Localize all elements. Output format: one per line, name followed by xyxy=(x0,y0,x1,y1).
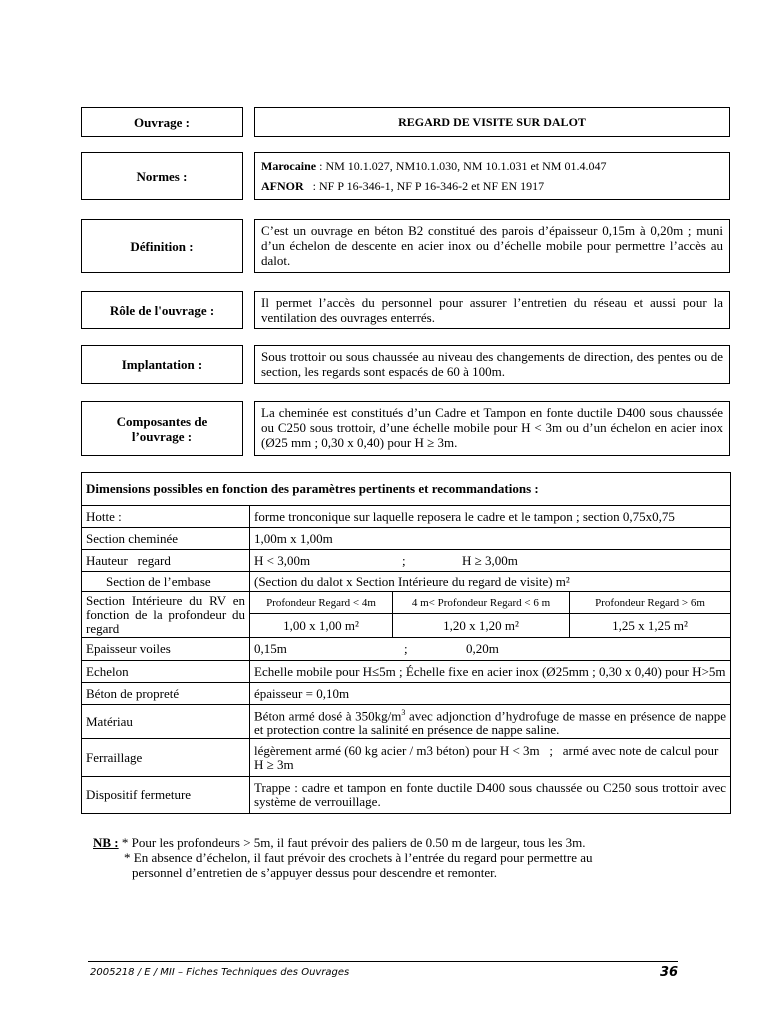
col2-val: 1,20 x 1,20 m² xyxy=(393,614,570,638)
implantation-text: Sous trottoir ou sous chaussée au niveau des changements de direction, des pentes ou de section, les regards sont espacés de 60 à 100m. xyxy=(254,345,730,384)
normes-content xyxy=(254,152,730,200)
ouvrage-label: Ouvrage : xyxy=(81,107,243,137)
row-label-materiau: Matériau xyxy=(82,705,250,739)
table-row xyxy=(82,705,731,739)
row-label-ferraillage: Ferraillage xyxy=(82,739,250,777)
table-row xyxy=(82,572,731,592)
role-text: Il permet l’accès du personnel pour assurer l’entretien du réseau et aussi pour la ventilation des ouvrages enterrés. xyxy=(254,291,730,329)
col2-head: 4 m< Profondeur Regard < 6 m xyxy=(393,592,570,614)
nb-label: NB : xyxy=(93,835,119,850)
nb-line-3: personnel d’entretien de s’appuyer dessus pour descendre et remonter. xyxy=(132,865,497,880)
row-value-echelon: Echelle mobile pour H≤5m ; Échelle fixe en acier inox (Ø25mm ; 0,30 x 0,40) pour H>5m xyxy=(250,661,731,683)
dimensions-title: Dimensions possibles en fonction des paramètres pertinents et recommandations : xyxy=(82,473,731,506)
nb-line-1: NB : * Pour les profondeurs > 5m, il faut prévoir des paliers de 0.50 m de largeur, tous les 3m. xyxy=(93,835,586,850)
footer-divider xyxy=(88,961,678,962)
row-label-hotte: Hotte : xyxy=(82,506,250,528)
norme-marocaine: Marocaine : NM 10.1.027, NM10.1.030, NM 10.1.031 et NM 01.4.047 xyxy=(261,159,607,173)
composantes-label: Composantes de l’ouvrage : xyxy=(81,401,243,456)
row-value-hauteur: H < 3,00m ; H ≥ 3,00m xyxy=(250,550,731,572)
row-value-epaisseur: 0,15m ; 0,20m xyxy=(250,638,731,661)
role-label: Rôle de l'ouvrage : xyxy=(81,291,243,329)
footer-text: 2005218 / E / MII – Fiches Techniques des Ouvrages xyxy=(90,967,350,978)
definition-text: C’est un ouvrage en béton B2 constitué des parois d’épaisseur 0,15m à 0,20m ; muni d’un échelon de descente en acier inox ou d’échelle mobile pour permettre l’accès au dalot. xyxy=(254,219,730,273)
norme-afnor: AFNOR : NF P 16-346-1, NF P 16-346-2 et NF EN 1917 xyxy=(261,179,545,193)
normes-label: Normes : xyxy=(81,152,243,200)
col3-val: 1,25 x 1,25 m² xyxy=(570,614,731,638)
implantation-label: Implantation : xyxy=(81,345,243,384)
row-value-embase: (Section du dalot x Section Intérieure du regard de visite) m² xyxy=(250,572,731,592)
table-row xyxy=(82,683,731,705)
table-row xyxy=(82,638,731,661)
table-row xyxy=(82,550,731,572)
table-row xyxy=(82,661,731,683)
composantes-text: La cheminée est constitués d’un Cadre et Tampon en fonte ductile D400 sous chaussée ou C250 sous trottoir, d’une échelle mobile pour H < 3m ou d’un échelon en acier inox (Ø25 mm ; 0,30 x 0,40) pour H ≥ 3m. xyxy=(254,401,730,456)
row-label-section-cheminee: Section cheminée xyxy=(82,528,250,550)
col1-head: Profondeur Regard < 4m xyxy=(250,592,393,614)
row-label-echelon: Echelon xyxy=(82,661,250,683)
table-row xyxy=(82,777,731,814)
row-label-dispositif: Dispositif fermeture xyxy=(82,777,250,814)
table-row xyxy=(82,528,731,550)
definition-label: Définition : xyxy=(81,219,243,273)
row-label-section-interieure: Section Intérieure du RV en fonction de la profondeur du regard xyxy=(82,592,250,638)
nb-notes xyxy=(93,835,713,880)
table-row xyxy=(82,592,731,614)
col3-head: Profondeur Regard > 6m xyxy=(570,592,731,614)
dimensions-table xyxy=(81,472,731,814)
ouvrage-value: REGARD DE VISITE SUR DALOT xyxy=(254,107,730,137)
table-row xyxy=(82,473,731,506)
table-row xyxy=(82,739,731,777)
row-value-ferraillage: légèrement armé (60 kg acier / m3 béton) pour H < 3m ; armé avec note de calcul pour H ≥ 3m xyxy=(250,739,731,777)
row-value-hotte: forme tronconique sur laquelle reposera le cadre et le tampon ; section 0,75x0,75 xyxy=(250,506,731,528)
row-label-hauteur: Hauteur regard xyxy=(82,550,250,572)
row-value-materiau: Béton armé dosé à $350kg/m^3$ avec adjonction d’hydrofuge de masse en présence de nappe et protection contre la salinité en présence de nappe saline. xyxy=(250,705,731,739)
row-value-dispositif: Trappe : cadre et tampon en fonte ductile D400 sous chaussée ou C250 sous trottoir avec système de verrouillage. xyxy=(250,777,731,814)
nb-line-2: * En absence d’échelon, il faut prévoir des crochets à l’entrée du regard pour permettre au xyxy=(124,850,593,865)
row-value-section-cheminee: 1,00m x 1,00m xyxy=(250,528,731,550)
page-number: 36 xyxy=(660,965,679,980)
col1-val: 1,00 x 1,00 m² xyxy=(250,614,393,638)
row-label-epaisseur: Epaisseur voiles xyxy=(82,638,250,661)
row-value-beton-proprete: épaisseur = 0,10m xyxy=(250,683,731,705)
table-row xyxy=(82,506,731,528)
row-label-embase: Section de l’embase xyxy=(82,572,250,592)
row-label-beton-proprete: Béton de propreté xyxy=(82,683,250,705)
